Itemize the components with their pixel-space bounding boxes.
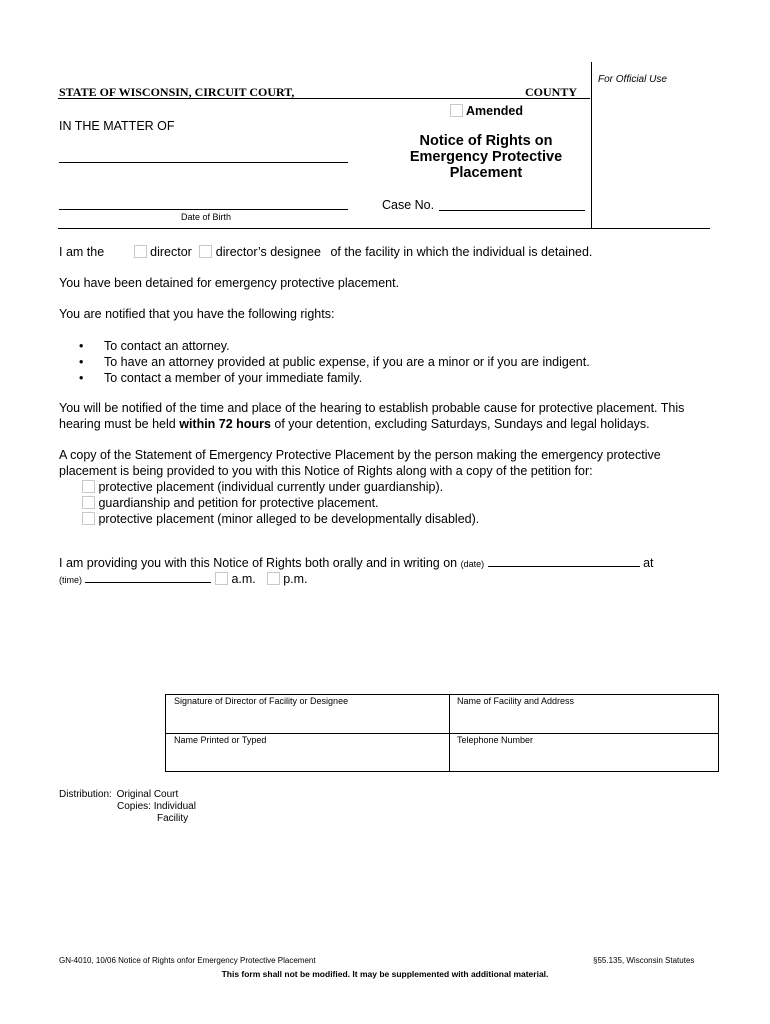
- providing-text: I am providing you with this Notice of Rights both orally and in writing on: [59, 556, 458, 570]
- time-field[interactable]: [85, 571, 211, 583]
- option-checkbox[interactable]: [82, 480, 95, 493]
- option-label: guardianship and petition for protective placement.: [98, 496, 379, 510]
- hearing-paragraph: [59, 400, 704, 432]
- facility-text: of the facility in which the individual is detained.: [330, 245, 593, 259]
- court-header-rule: [58, 98, 590, 99]
- signature-table-hdivider: [166, 733, 718, 734]
- am-label: a.m.: [231, 572, 256, 586]
- right-text: To have an attorney provided at public expense, if you are a minor or if you are indigent.: [104, 355, 590, 369]
- bullet: •: [79, 339, 84, 353]
- printed-name-cell[interactable]: [174, 735, 266, 745]
- distribution-original: Original Court: [116, 789, 179, 800]
- hearing-text-post: of your detention, excluding Saturdays, Sundays and legal holidays.: [270, 417, 650, 431]
- option-label: protective placement (individual currently under guardianship).: [98, 480, 444, 494]
- i-am-the-label: I am the: [59, 245, 105, 259]
- time-row: [59, 571, 308, 586]
- list-item: [59, 370, 699, 386]
- copy-line-2: placement is being provided to you with this Notice of Rights along with a copy of the petition for:: [59, 464, 593, 478]
- dob-line[interactable]: [59, 209, 348, 210]
- date-label: (date): [460, 559, 485, 569]
- director-label: director: [150, 245, 192, 259]
- facility-address-cell[interactable]: [457, 696, 574, 706]
- form-title: [386, 133, 586, 181]
- pm-checkbox[interactable]: [267, 572, 280, 585]
- list-item: [59, 338, 699, 354]
- distribution-copies-label: Copies:: [117, 801, 151, 812]
- designee-label: director’s designee: [215, 245, 321, 259]
- in-matter-of-label: IN THE MATTER OF: [59, 119, 175, 133]
- name-line[interactable]: [59, 162, 348, 163]
- case-no-line[interactable]: [439, 210, 585, 211]
- hearing-deadline: within 72 hours: [179, 417, 271, 431]
- facility-address-label: Name of Facility and Address: [457, 696, 575, 706]
- amended-label: Amended: [466, 104, 523, 118]
- title-line-1: Notice of Rights on: [419, 133, 553, 149]
- signature-cell[interactable]: [174, 696, 348, 706]
- case-no-label: Case No.: [382, 198, 435, 212]
- form-id: GN-4010, 10/06 Notice of Rights onfor Emergency Protective Placement: [59, 956, 316, 965]
- petition-option: [59, 495, 661, 511]
- petition-option: [59, 479, 661, 495]
- county-label: COUNTY: [525, 85, 578, 99]
- distribution-label: Distribution:: [59, 789, 112, 800]
- right-text: To contact an attorney.: [104, 339, 230, 353]
- telephone-label: Telephone Number: [457, 735, 534, 745]
- time-label: (time): [59, 575, 82, 585]
- list-item: [59, 354, 699, 370]
- official-use-label: For Official Use: [598, 74, 667, 85]
- bullet: •: [79, 355, 84, 369]
- hearing-text-pre: You will be notified of the time and place of the hearing to establish probable cause for protective placement. This hearing must be held: [59, 401, 685, 431]
- signature-label: Signature of Director of Facility or Designee: [174, 696, 349, 706]
- telephone-cell[interactable]: [457, 735, 533, 745]
- at-label: at: [643, 556, 654, 570]
- designee-checkbox[interactable]: [199, 245, 212, 258]
- printed-name-label: Name Printed or Typed: [174, 735, 267, 745]
- petition-option: [59, 511, 661, 527]
- detained-statement: You have been detained for emergency protective placement.: [59, 276, 400, 290]
- official-use-divider: [591, 62, 592, 228]
- notified-statement: You are notified that you have the following rights:: [59, 307, 335, 321]
- header-bottom-rule: [58, 228, 710, 229]
- option-checkbox[interactable]: [82, 512, 95, 525]
- distribution-facility: Facility: [157, 813, 189, 824]
- providing-row: [59, 555, 654, 570]
- director-checkbox[interactable]: [134, 245, 147, 258]
- right-text: To contact a member of your immediate family.: [104, 371, 363, 385]
- rights-list: [59, 338, 699, 386]
- am-checkbox[interactable]: [215, 572, 228, 585]
- modification-notice: This form shall not be modified. It may be supplemented with additional material.: [221, 969, 549, 979]
- statute-reference: §55.135, Wisconsin Statutes: [593, 956, 695, 965]
- role-row: [59, 245, 592, 259]
- amended-option: [450, 104, 523, 118]
- option-checkbox[interactable]: [82, 496, 95, 509]
- bullet: •: [79, 371, 84, 385]
- distribution-individual: Individual: [153, 801, 196, 812]
- copy-paragraph: [59, 447, 661, 527]
- court-name: STATE OF WISCONSIN, CIRCUIT COURT,: [59, 85, 295, 99]
- copy-line-1: A copy of the Statement of Emergency Protective Placement by the person making the emergency protective: [59, 448, 661, 462]
- date-field[interactable]: [488, 555, 640, 567]
- distribution-block: [59, 789, 196, 825]
- signature-table: [165, 694, 719, 772]
- pm-label: p.m.: [283, 572, 308, 586]
- title-line-2: Emergency Protective: [409, 149, 563, 165]
- amended-checkbox[interactable]: [450, 104, 463, 117]
- dob-label: Date of Birth: [181, 212, 232, 222]
- option-label: protective placement (minor alleged to be developmentally disabled).: [98, 512, 480, 526]
- title-line-3: Placement: [449, 165, 523, 181]
